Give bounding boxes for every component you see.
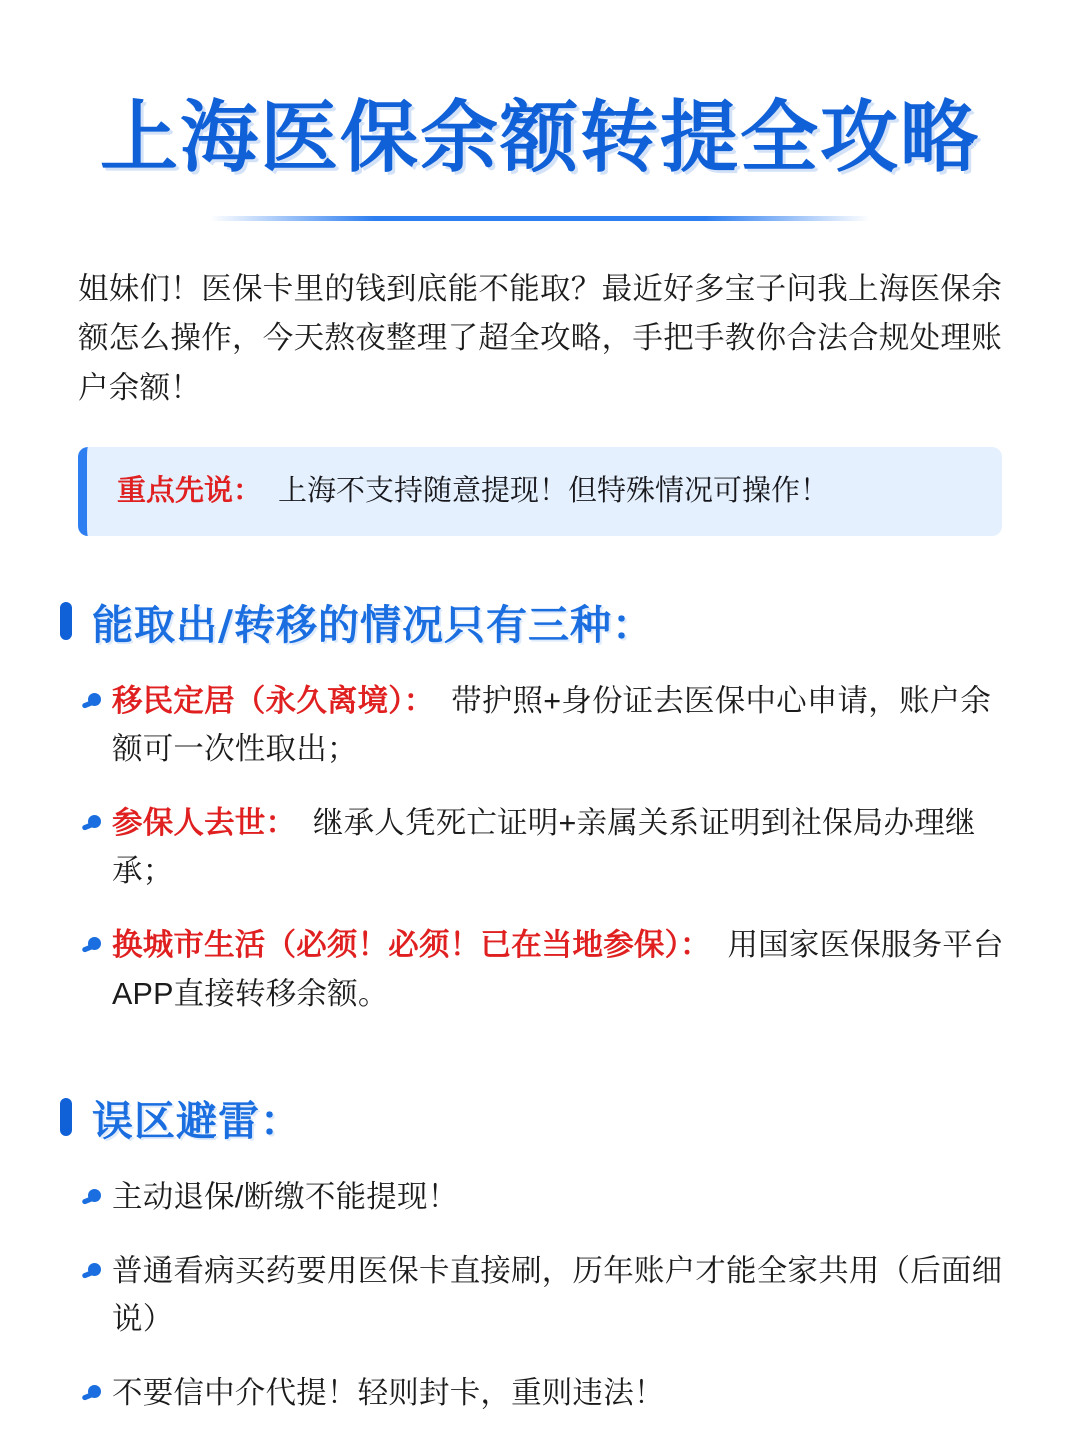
withdraw-list	[0, 677, 1080, 1018]
list-item-text: 主动退保/断缴不能提现！	[112, 1179, 459, 1214]
list-item-text: 不要信中介代提！轻则封卡，重则违法！	[112, 1376, 665, 1411]
intro-paragraph: 姐妹们！医保卡里的钱到底能不能取？最近好多宝子问我上海医保余额怎么操作，今天熬夜整理了超全攻略，手把手教你合法合规处理账户余额！	[78, 271, 1002, 405]
section-title-text: 误区避雷：	[92, 1096, 302, 1145]
title-divider	[210, 216, 870, 221]
key-point-callout	[78, 447, 1002, 536]
list-item-text: 带护照+身份证去医保中心申请，账户余额可一次性取出；	[112, 683, 992, 766]
bullet-icon	[82, 1385, 101, 1400]
callout-text: 上海不支持随意提现！但特殊情况可操作！	[278, 475, 830, 508]
bullet-icon	[82, 815, 101, 830]
section-marker-icon	[60, 1098, 72, 1136]
bullet-icon	[82, 1263, 101, 1278]
list-item	[86, 1173, 1010, 1221]
list-item-text: 普通看病买药要用医保卡直接刷，历年账户才能全家共用（后面细说）	[112, 1253, 1003, 1337]
section-marker-icon	[60, 602, 72, 640]
callout-label: 重点先说：	[117, 475, 263, 508]
bullet-icon	[82, 937, 101, 952]
list-item-label: 移民定居（永久离境）：	[112, 683, 435, 718]
pitfalls-list	[0, 1173, 1080, 1418]
list-item-text: 继承人凭死亡证明+亲属关系证明到社保局办理继承；	[112, 805, 976, 889]
list-item	[86, 921, 1010, 1017]
list-item	[86, 799, 1010, 895]
list-item-text: 用国家医保服务平台APP直接转移余额。	[112, 928, 1004, 1011]
bullet-icon	[82, 693, 101, 708]
title-block	[0, 0, 1080, 221]
list-item	[86, 677, 1010, 773]
list-item-label: 换城市生活（必须！必须！已在当地参保）：	[112, 928, 711, 963]
list-item-label: 参保人去世：	[112, 805, 297, 840]
list-item	[86, 1369, 1010, 1417]
section-heading-pitfalls	[0, 1088, 1080, 1147]
spacer	[0, 1018, 1080, 1032]
list-item	[86, 1247, 1010, 1343]
section-title-text: 能取出/转移的情况只有三种：	[92, 600, 654, 649]
section-heading-withdraw	[0, 592, 1080, 651]
bullet-icon	[82, 1189, 101, 1204]
page-title: 上海医保余额转提全攻略	[99, 93, 980, 183]
